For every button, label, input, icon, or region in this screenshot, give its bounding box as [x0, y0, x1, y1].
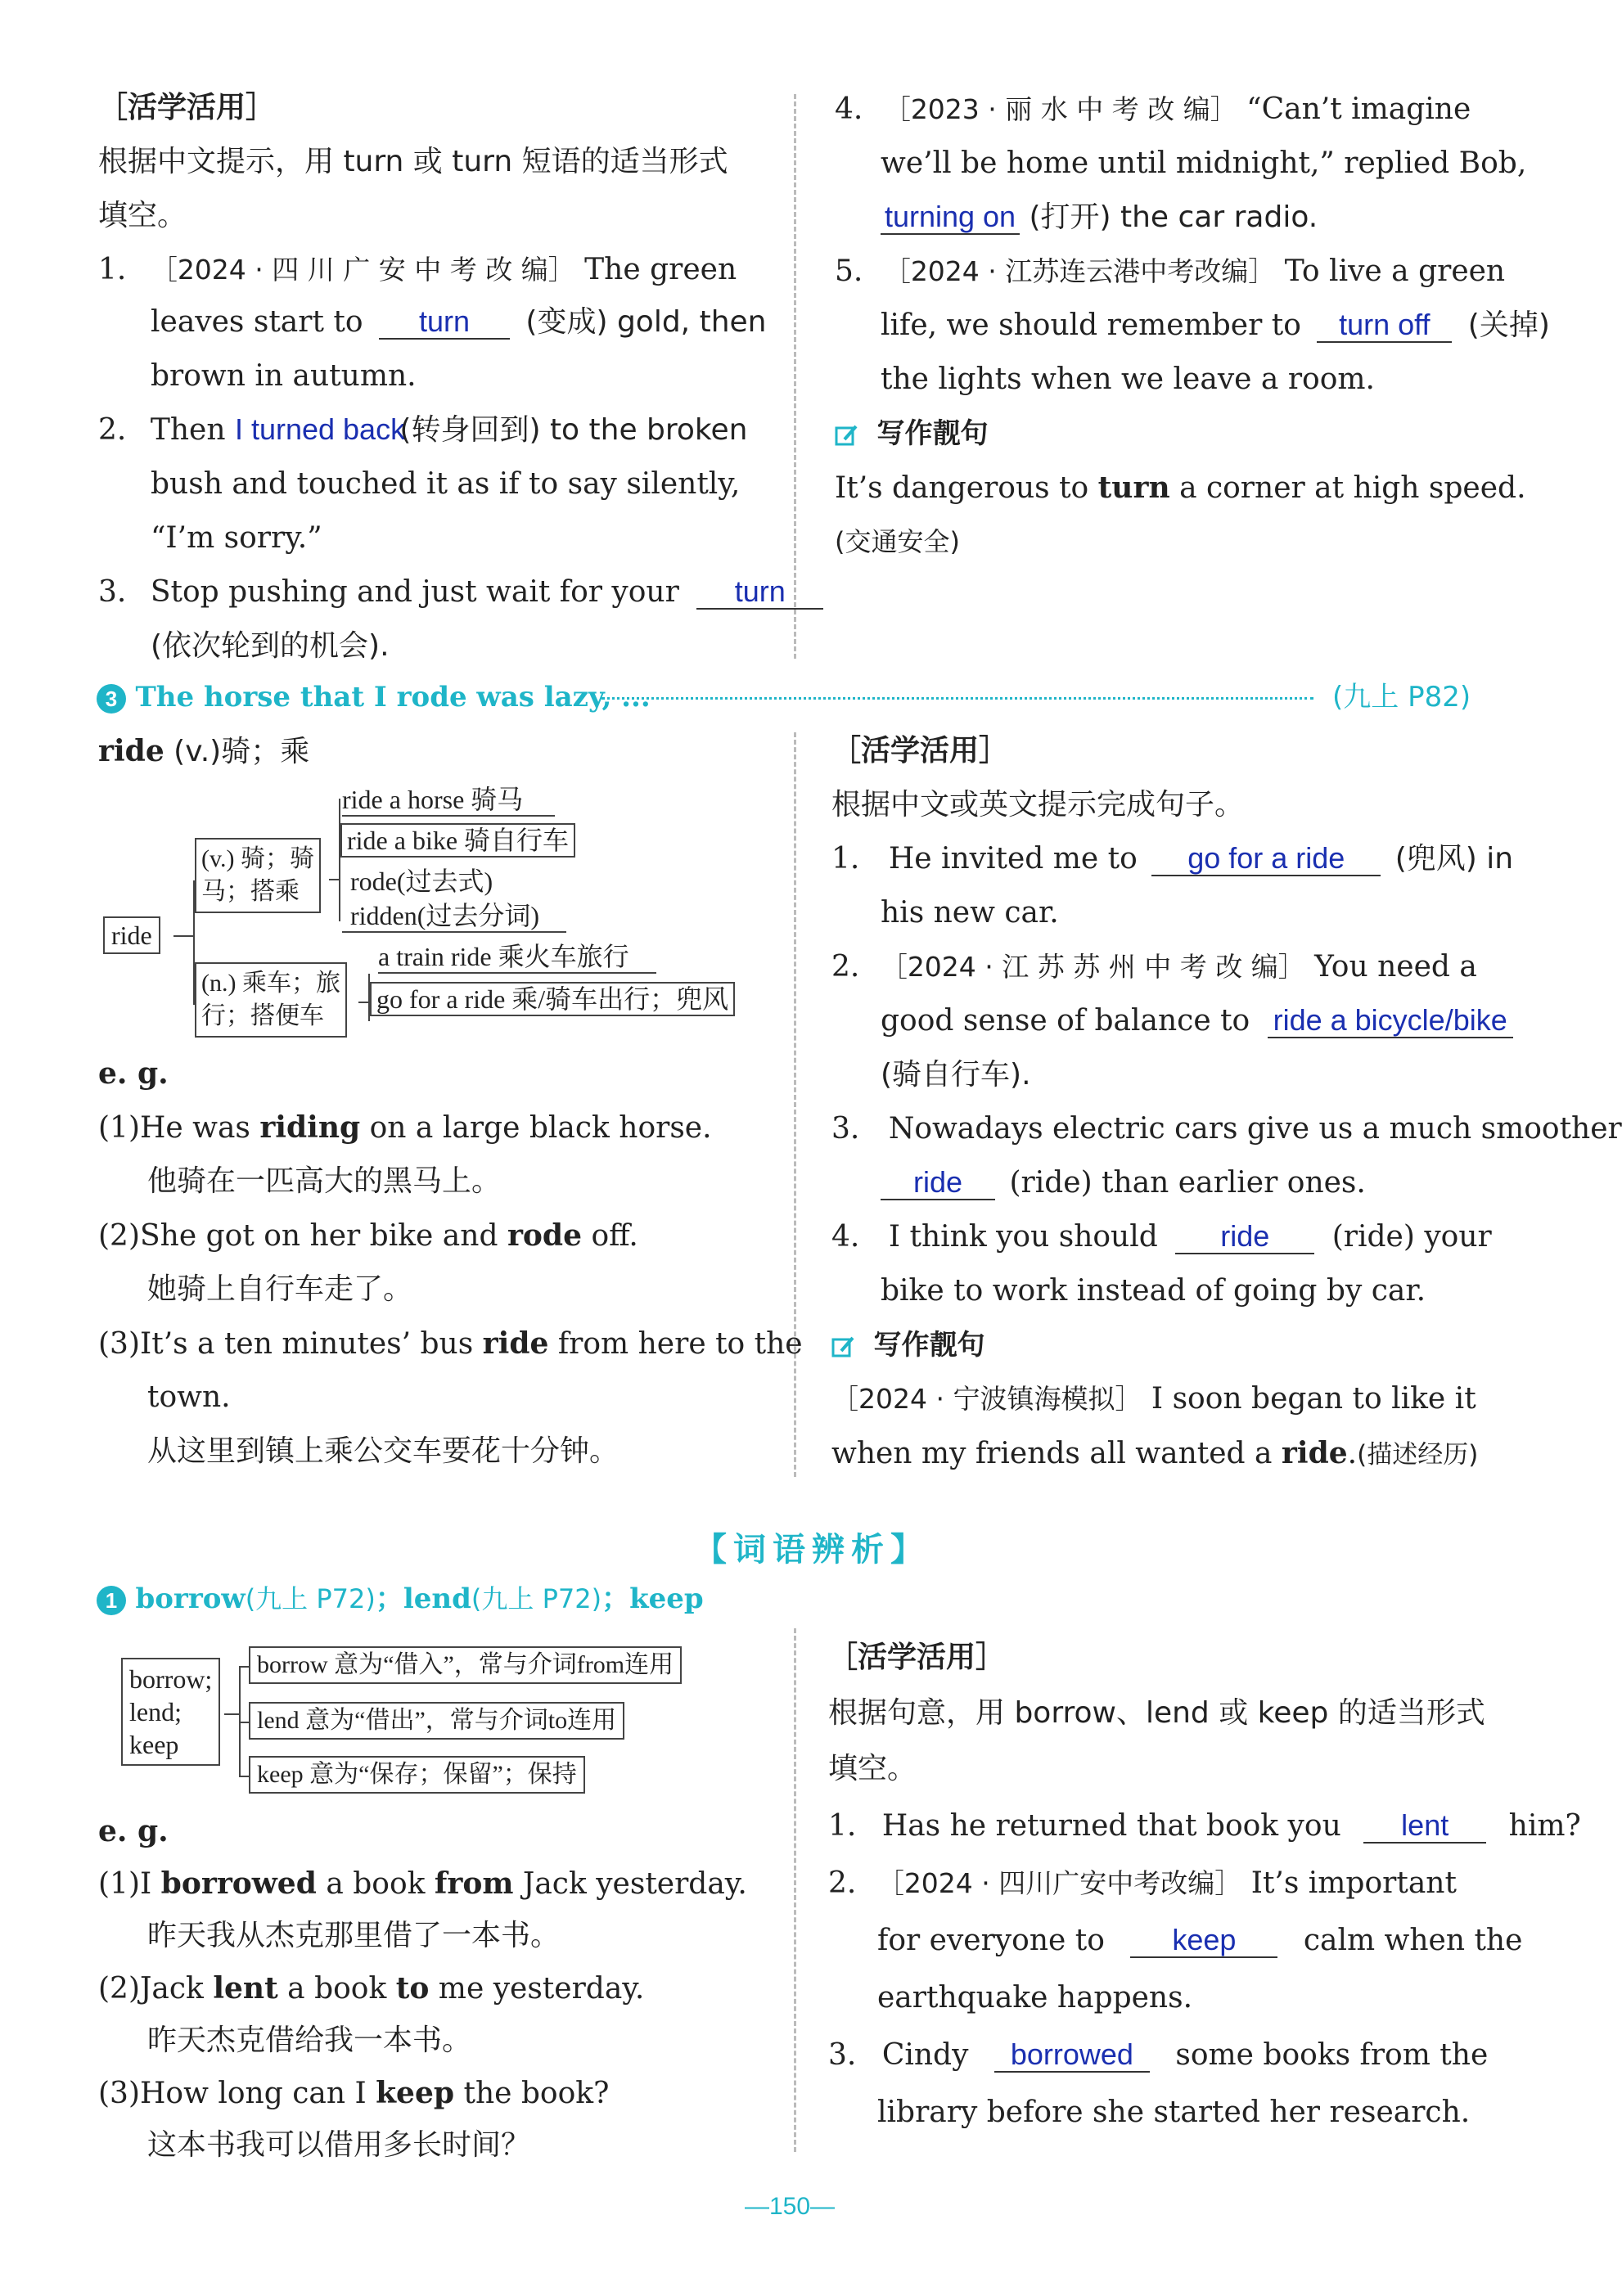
example-text: a book [316, 1867, 435, 1901]
question-2-line-2: bush and touched it as if to say silently, [151, 467, 741, 501]
practice-label: ［活学活用］ [828, 1641, 1006, 1674]
writing-sentence [835, 470, 1526, 506]
question-3 [98, 574, 823, 610]
question-text: Cindy [881, 2038, 969, 2072]
question-number: 3. [831, 1112, 860, 1146]
example-2 [98, 1970, 644, 2007]
keyword: keep [376, 2076, 455, 2110]
writing-sentence-line-2 [831, 1435, 1478, 1473]
example-1 [98, 1866, 747, 1902]
question-source: ［2024 · 四川广安中考改编］ [876, 1867, 1242, 1899]
question-text: “Can’t imagine [1246, 92, 1471, 126]
question-1-line-2: his new car. [881, 896, 1059, 930]
question-3-line-2: (依次轮到的机会). [151, 629, 390, 663]
instruction: 根据中文或英文提示完成句子。 [831, 788, 1245, 822]
pen-icon [835, 423, 859, 448]
keyword: ride [1281, 1436, 1348, 1470]
question-5-line-3: the lights when we leave a room. [881, 362, 1375, 396]
section-3-heading [97, 679, 651, 715]
keyword: turn [1097, 470, 1170, 505]
question-text: (关掉) [1467, 308, 1550, 342]
writing-label: 写作靓句 [873, 1329, 985, 1362]
question-1 [828, 1808, 1581, 1844]
page-reference: (九上 P72) [245, 1583, 376, 1614]
practice-label: ［活学活用］ [98, 91, 276, 124]
question-text: some books from the [1175, 2038, 1489, 2072]
section-number-badge: 1 [97, 1586, 126, 1615]
question-5-line-2 [881, 308, 1550, 344]
example-2 [98, 1218, 638, 1254]
question-2 [98, 412, 747, 448]
section-title: The horse that I rode was lazy, ... [135, 681, 651, 714]
writing-tag: (描述经历) [1357, 1440, 1479, 1470]
instruction-line-1: 根据句意，用 borrow、lend 或 keep 的适当形式 [828, 1696, 1485, 1730]
tree-connector [239, 1776, 249, 1777]
tree-root: ride [103, 916, 160, 954]
question-3 [831, 1111, 1622, 1147]
example-2-translation: 昨天杰克借给我一本书。 [147, 2024, 472, 2057]
writing-header [831, 1327, 984, 1363]
definition-lend: lend 意为“借出”，常与介词to连用 [249, 1702, 624, 1740]
answer-blank[interactable]: turn [379, 305, 510, 340]
writing-sentence [831, 1381, 1476, 1417]
question-5 [835, 254, 1505, 290]
keyword: ride [482, 1326, 549, 1361]
question-2 [831, 949, 1477, 985]
question-4 [835, 92, 1471, 128]
question-text: him? [1508, 1809, 1581, 1843]
question-number: 2. [831, 950, 860, 984]
question-text: Then [150, 413, 226, 447]
tree-connector [339, 799, 340, 921]
tree-connector [224, 1713, 241, 1715]
example-text: the book? [454, 2077, 610, 2110]
sentence-text: when my friends all wanted a [831, 1437, 1282, 1470]
question-number: 4. [831, 1220, 860, 1254]
question-1-line-2 [151, 304, 766, 340]
question-text: (兜风) in [1394, 842, 1514, 876]
tree-connector [239, 1722, 249, 1723]
root-word: borrow; [129, 1664, 213, 1694]
keyword: borrowed [160, 1866, 317, 1901]
word-definition [98, 733, 309, 770]
question-number: 3. [98, 575, 127, 609]
example-3-translation: 这本书我可以借用多长时间？ [147, 2128, 531, 2162]
sentence-text: . [1347, 1437, 1358, 1470]
question-text: You need a [1314, 950, 1477, 984]
instruction-line-2: 填空。 [828, 1752, 917, 1785]
example-2-translation: 她骑上自行车走了。 [147, 1272, 413, 1306]
writing-tag: (交通安全) [835, 526, 960, 557]
writing-header [835, 416, 988, 452]
question-2 [828, 1866, 1457, 1902]
answer-blank[interactable]: go for a ride [1151, 842, 1381, 876]
question-text: for everyone to [877, 1924, 1105, 1957]
definition: (v.)骑；乘 [164, 735, 310, 768]
example-1-translation: 昨天我从杰克那里借了一本书。 [147, 1919, 561, 1952]
question-number: 1. [831, 842, 860, 876]
headword: ride [98, 734, 164, 768]
definition-borrow: borrow 意为“借入”，常与介词from连用 [249, 1646, 682, 1684]
keyword: to [395, 1971, 430, 2006]
question-text: life, we should remember to [881, 308, 1301, 342]
question-2-line-2 [877, 1923, 1522, 1959]
question-4-line-3 [881, 200, 1318, 236]
example-text: I [140, 1867, 161, 1901]
question-source: ［2023 · 丽 水 中 考 改 编］ [883, 93, 1237, 125]
page-number: —150— [745, 2193, 836, 2220]
root-word: lend; [129, 1697, 182, 1727]
question-1 [98, 252, 737, 288]
question-text: He invited me to [888, 842, 1138, 876]
tree-connector [239, 1666, 241, 1776]
question-2-line-3: (骑自行车). [881, 1058, 1031, 1092]
question-text: calm when the [1303, 1924, 1523, 1957]
question-4 [831, 1219, 1492, 1255]
answer-blank[interactable]: turn off [1317, 308, 1452, 343]
question-2-line-3: “I’m sorry.” [151, 521, 322, 555]
answer-blank[interactable]: I turned back [234, 412, 406, 446]
example-text: She got on her bike and [140, 1219, 507, 1253]
sentence-text: It’s dangerous to [835, 471, 1098, 505]
section-number-badge: 3 [97, 684, 126, 714]
root-word: keep [129, 1730, 179, 1759]
branch-label: (n.) 乘车；旅 [201, 970, 340, 997]
question-3 [828, 2037, 1488, 2073]
branch-label: (v.) 骑；骑 [201, 845, 315, 872]
question-3-line-2: library before she started her research. [877, 2096, 1471, 2129]
subheading-word: borrow [135, 1582, 246, 1615]
answer-blank[interactable]: ride a bicycle/bike [1268, 1004, 1513, 1038]
verb-item: ridden(过去分词) [342, 900, 566, 933]
question-text: To live a green [1284, 254, 1506, 288]
example-number: (1) [98, 1867, 140, 1901]
question-text: The green [584, 253, 737, 286]
branch-label: 马；搭乘 [201, 878, 300, 905]
pen-icon [831, 1335, 856, 1359]
question-text: I think you should [888, 1220, 1158, 1254]
question-text: Stop pushing and just wait for your [150, 575, 679, 609]
keyword: rode [507, 1218, 582, 1253]
instruction-line-1: 根据中文提示，用 turn 或 turn 短语的适当形式 [98, 145, 728, 178]
answer-blank[interactable]: borrowed [994, 2038, 1150, 2073]
question-text: (ride) than earlier ones. [1009, 1166, 1366, 1200]
question-3-line-2 [881, 1165, 1366, 1201]
example-1 [98, 1110, 712, 1146]
example-text: a book [277, 1972, 396, 2006]
answer-blank[interactable]: keep [1130, 1924, 1277, 1958]
column-divider-bottom [794, 1628, 796, 2152]
practice-label: ［活学活用］ [831, 734, 1009, 768]
example-1-translation: 他骑在一匹高大的黑马上。 [147, 1164, 502, 1198]
question-source: ［2024 · 江苏连云港中考改编］ [883, 255, 1276, 287]
example-text: Jack [140, 1972, 214, 2006]
subheading-word: ；lend [375, 1582, 471, 1615]
noun-item: go for a ride 乘/骑车出行；兜风 [370, 982, 735, 1016]
verb-item: ride a horse 骑马 [342, 784, 555, 817]
question-text: It’s important [1250, 1866, 1457, 1900]
question-number: 5. [835, 254, 863, 288]
question-source: ［2024 · 江 苏 苏 州 中 考 改 编］ [880, 951, 1305, 983]
question-text: (ride) your [1331, 1220, 1492, 1254]
question-text: Nowadays electric cars give us a much smoother [888, 1112, 1622, 1146]
example-3 [98, 1326, 803, 1362]
verb-item: rode(过去式) [350, 867, 493, 896]
example-text: off. [582, 1219, 638, 1253]
example-text: How long can I [140, 2077, 376, 2110]
question-number: 3. [828, 2038, 857, 2072]
tree-branch-noun [195, 962, 347, 1038]
question-1-line-3: brown in autumn. [151, 359, 417, 393]
example-text: It’s a ten minutes’ bus [140, 1327, 483, 1361]
dotted-leader [601, 697, 1313, 700]
column-divider-mid [794, 732, 796, 1477]
example-number: (3) [98, 2077, 140, 2110]
question-number: 4. [835, 92, 863, 126]
example-number: (2) [98, 1219, 140, 1253]
example-number: (2) [98, 1972, 140, 2006]
word-analysis-subheading [97, 1581, 704, 1617]
example-text: on a large black horse. [360, 1111, 712, 1145]
sentence-text: I soon began to like it [1151, 1382, 1476, 1416]
example-label: e. g. [98, 1814, 169, 1848]
verb-item: ride a bike 骑自行车 [340, 823, 575, 858]
question-number: 2. [828, 1866, 857, 1900]
answer-blank[interactable]: lent [1363, 1809, 1486, 1844]
writing-label: 写作靓句 [876, 417, 989, 450]
instruction-line-2: 填空。 [98, 199, 187, 232]
subheading-word: ；keep [601, 1582, 704, 1615]
sentence-text: a corner at high speed. [1169, 471, 1526, 505]
question-4-line-2: bike to work instead of going by car. [881, 1274, 1426, 1308]
question-text: (转身回到) to the broken [399, 413, 748, 447]
question-number: 1. [98, 253, 127, 286]
example-3-line-2: town. [147, 1380, 231, 1414]
keyword: from [434, 1866, 514, 1901]
answer-blank[interactable]: ride [1175, 1220, 1314, 1254]
example-number: (1) [98, 1111, 140, 1145]
example-3 [98, 2075, 609, 2112]
example-3-translation: 从这里到镇上乘公交车要花十分钟。 [147, 1434, 620, 1468]
page-reference: (九上 P72) [471, 1583, 602, 1614]
answer-blank[interactable]: turning on [881, 200, 1020, 235]
tree-connector [173, 935, 195, 937]
question-number: 2. [98, 413, 127, 447]
answer-blank[interactable]: ride [881, 1166, 995, 1200]
tree-branch-verb [195, 838, 321, 913]
question-text: good sense of balance to [881, 1004, 1250, 1038]
branch-label: 行；搭便车 [201, 1002, 324, 1029]
question-text: (打开) the car radio. [1029, 200, 1318, 234]
example-text: He was [140, 1111, 260, 1145]
example-label: e. g. [98, 1056, 169, 1091]
sentence-source: ［2024 · 宁波镇海模拟］ [831, 1383, 1142, 1415]
example-text: Jack yesterday. [513, 1867, 747, 1901]
question-text: Has he returned that book you [881, 1809, 1341, 1843]
question-2-line-2 [881, 1003, 1513, 1039]
keyword: lent [213, 1971, 278, 2006]
question-text: (变成) gold, then [525, 305, 767, 339]
tree-connector [239, 1666, 249, 1668]
question-1 [831, 841, 1513, 877]
example-text: me yesterday. [429, 1972, 645, 2006]
word-analysis-title: 【词语辨析】 [694, 1531, 930, 1569]
question-4-line-2: we’ll be home until midnight,” replied Bob, [881, 146, 1527, 180]
question-number: 1. [828, 1809, 857, 1843]
noun-item: a train ride 乘火车旅行 [378, 941, 656, 974]
question-2-line-3: earthquake happens. [877, 1981, 1193, 2015]
tree-root [121, 1658, 220, 1766]
example-text: from here to the [548, 1327, 803, 1361]
page-reference: (九上 P82) [1332, 681, 1471, 714]
definition-keep: keep 意为“保存；保留”；保持 [249, 1756, 585, 1794]
keyword: riding [259, 1110, 361, 1145]
question-source: ［2024 · 四 川 广 安 中 考 改 编］ [150, 254, 575, 286]
question-text: leaves start to [151, 305, 363, 339]
example-number: (3) [98, 1327, 140, 1361]
answer-blank[interactable]: turn [696, 575, 823, 610]
